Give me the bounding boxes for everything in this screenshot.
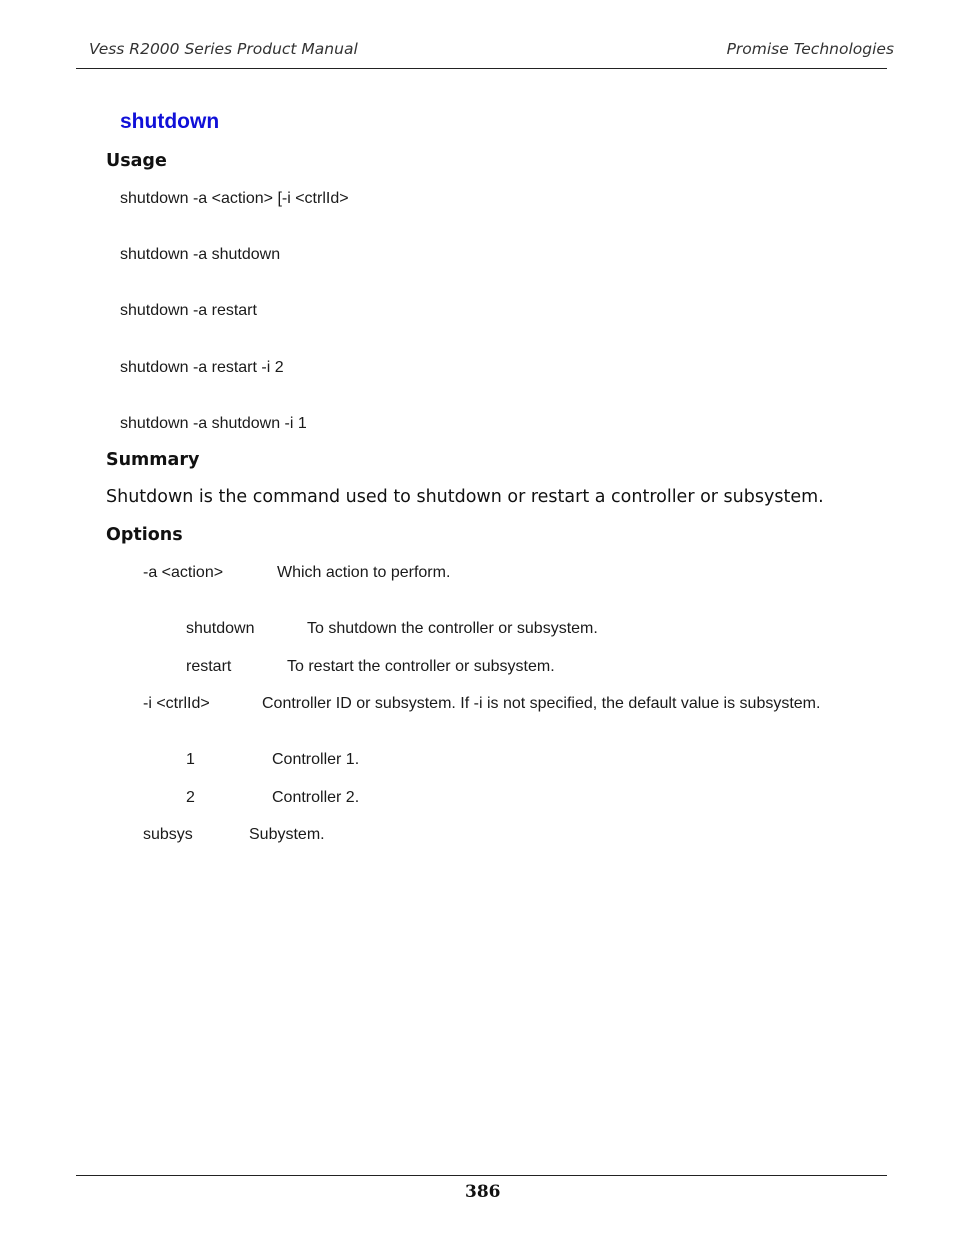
usage-line: shutdown -a restart	[120, 302, 257, 319]
option-term: 1	[186, 751, 195, 768]
usage-line: shutdown -a restart -i 2	[120, 359, 284, 376]
usage-line: shutdown -a shutdown	[120, 246, 281, 263]
option-description: Controller 2.	[272, 789, 360, 806]
summary-text: Shutdown is the command used to shutdown or restart a controller or subsystem.	[106, 487, 824, 507]
command-title: shutdown	[120, 110, 220, 133]
usage-line: shutdown -a shutdown -i 1	[120, 415, 307, 432]
option-term: 2	[186, 789, 195, 806]
option-description: To restart the controller or subsystem.	[287, 658, 555, 675]
options-heading: Options	[106, 525, 183, 545]
option-term: shutdown	[186, 620, 255, 637]
usage-heading: Usage	[106, 151, 167, 171]
usage-line: shutdown -a <action> [-i <ctrlId>	[120, 190, 349, 207]
option-description: Subystem.	[249, 826, 325, 843]
option-term: subsys	[143, 826, 193, 843]
option-description: Controller 1.	[272, 751, 360, 768]
option-term: -i <ctrlId>	[143, 695, 210, 712]
summary-heading: Summary	[106, 450, 200, 470]
running-header-right: Promise Technologies	[726, 40, 894, 58]
option-description: Controller ID or subsystem. If -i is not specified, the default value is subsystem.	[262, 695, 821, 712]
option-term: restart	[186, 658, 232, 675]
header-rule	[76, 68, 887, 69]
option-description: Which action to perform.	[277, 564, 451, 581]
running-header-left: Vess R2000 Series Product Manual	[89, 40, 358, 58]
page-number: 386	[465, 1182, 501, 1202]
footer-rule	[76, 1175, 887, 1176]
option-term: -a <action>	[143, 564, 224, 581]
option-description: To shutdown the controller or subsystem.	[307, 620, 598, 637]
